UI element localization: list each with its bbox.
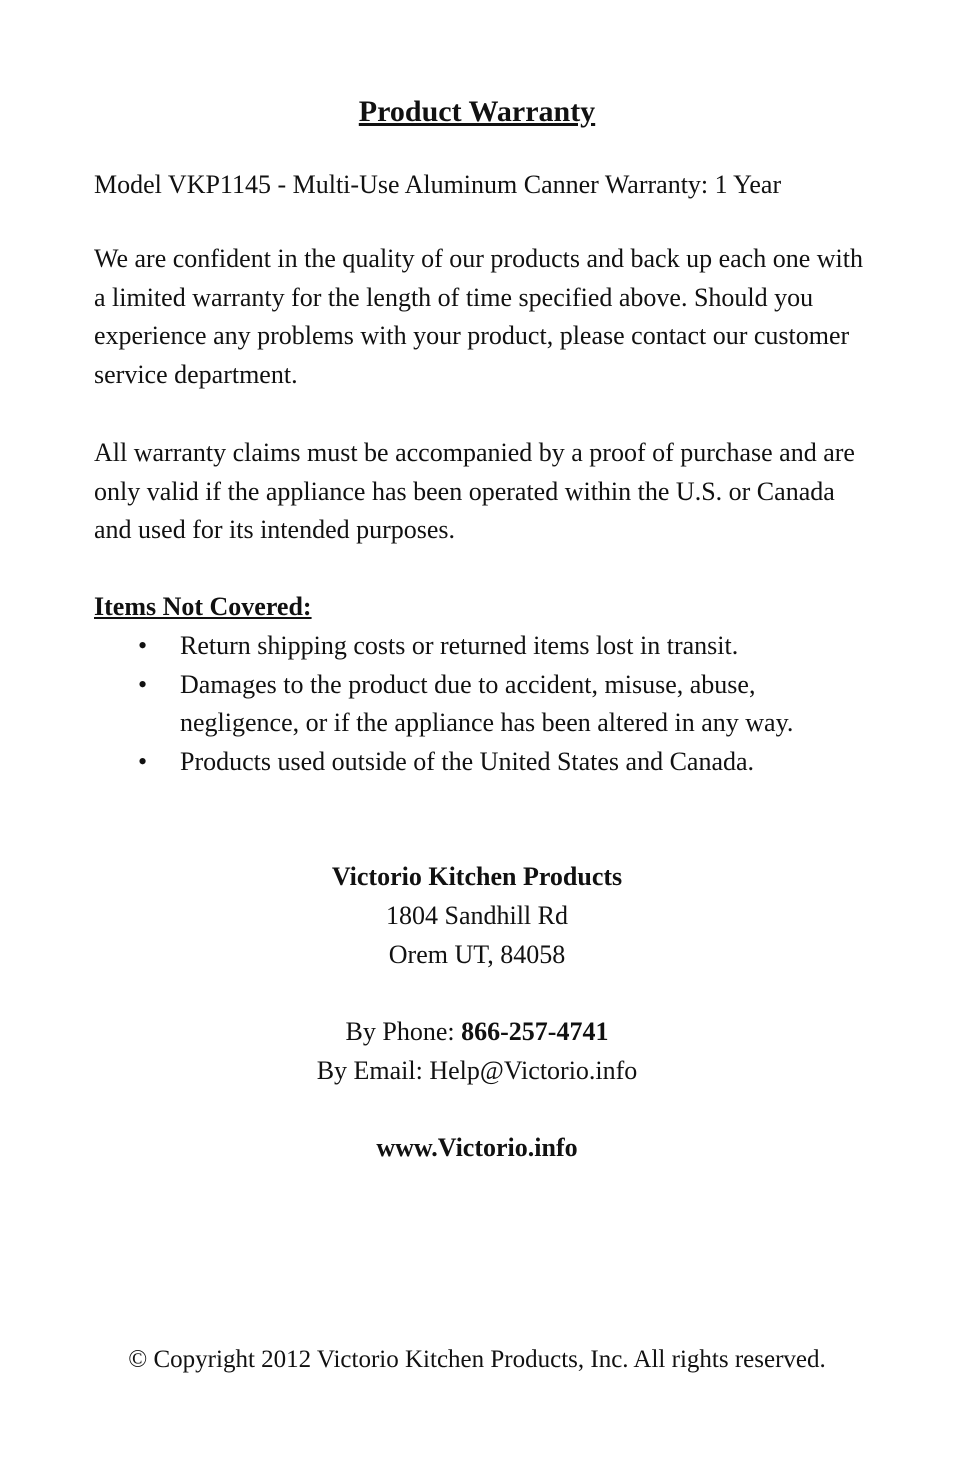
page-title: Product Warranty — [358, 95, 596, 128]
bullet-icon: • — [138, 631, 148, 660]
confidence-paragraph: We are confident in the quality of our products and back up each one with a limited warranty for the length of time specified above. Should you experience any problems with your product, please contact our customer service department. — [94, 244, 863, 390]
items-not-covered-list — [94, 627, 874, 782]
list-item — [94, 743, 874, 782]
email-label: By Email: — [316, 1056, 430, 1085]
website-url: www.Victorio.info — [376, 1133, 578, 1162]
list-item — [94, 627, 874, 666]
copyright-notice: © Copyright 2012 Victorio Kitchen Products, Inc. All rights reserved. — [128, 1346, 826, 1373]
model-warranty-line: Model VKP1145 - Multi-Use Aluminum Canner Warranty: 1 Year — [94, 170, 782, 199]
email-address: Help@Victorio.info — [429, 1056, 638, 1085]
phone-number: 866-257-4741 — [461, 1017, 609, 1046]
list-item — [94, 666, 874, 743]
email-line — [0, 1052, 954, 1091]
street-address: 1804 Sandhill Rd — [385, 901, 568, 930]
bullet-icon: • — [138, 669, 148, 699]
claims-paragraph: All warranty claims must be accompanied by a proof of purchase and are only valid if the appliance has been operated within the U.S. or Canada and used for its intended purposes. — [94, 438, 855, 545]
phone-label: By Phone: — [345, 1017, 462, 1046]
company-name: Victorio Kitchen Products — [331, 862, 623, 891]
phone-line — [0, 1013, 954, 1052]
city-state-zip: Orem UT, 84058 — [388, 940, 566, 969]
bullet-icon: • — [138, 747, 148, 777]
items-not-covered-heading: Items Not Covered: — [94, 592, 312, 621]
list-item-text: Damages to the product due to accident, misuse, abuse, negligence, or if the appliance has been altered in any way. — [180, 669, 794, 738]
list-item-text: Return shipping costs or returned items lost in transit. — [180, 631, 739, 660]
list-item-text: Products used outside of the United States and Canada. — [180, 747, 755, 777]
